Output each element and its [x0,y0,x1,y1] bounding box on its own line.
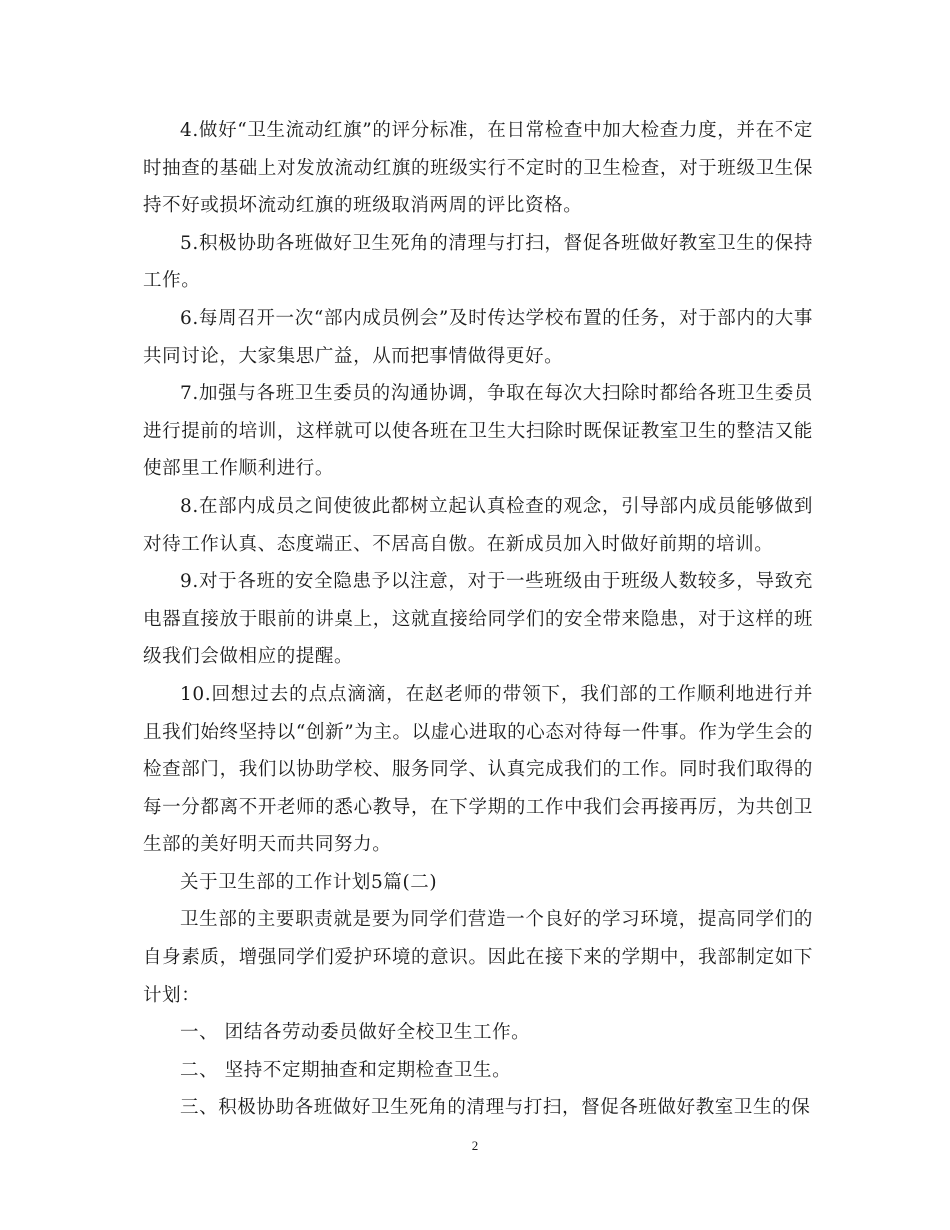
body-text [143,112,813,1127]
paragraph-item-4: 4.做好“卫生流动红旗”的评分标准，在日常检查中加大检查力度，并在不定时抽查的基础上对发放流动红旗的班级实行不定时的卫生检查，对于班级卫生保持不好或损坏流动红旗的班级取消两周的评比资格。 [143,120,813,217]
page-number: 2 [471,1138,479,1153]
intro-paragraph: 卫生部的主要职责就是要为同学们营造一个良好的学习环境，提高同学们的自身素质，增强同学们爱护环境的意识。因此在接下来的学期中，我部制定如下计划： [143,909,813,1006]
plan-item-3: 三、积极协助各班做好卫生死角的清理与打扫，督促各班做好教室卫生的保 [180,1097,811,1119]
paragraph-item-8: 8.在部内成员之间使彼此都树立起认真检查的观念，引导部内成员能够做到对待工作认真、态度端正、不居高自傲。在新成员加入时做好前期的培训。 [143,495,813,555]
paragraph-item-6: 6.每周召开一次“部内成员例会”及时传达学校布置的任务，对于部内的大事共同讨论，大家集思广益，从而把事情做得更好。 [143,307,813,367]
plan-item-1: 一、 团结各劳动委员做好全校卫生工作。 [180,1022,531,1044]
paragraph-item-5: 5.积极协助各班做好卫生死角的清理与打扫，督促各班做好教室卫生的保持工作。 [143,232,813,292]
paragraph-item-9: 9.对于各班的安全隐患予以注意，对于一些班级由于班级人数较多，导致充电器直接放于眼前的讲桌上，这就直接给同学们的安全带来隐患，对于这样的班级我们会做相应的提醒。 [143,571,813,668]
plan-item-2: 二、 坚持不定期抽查和定期检查卫生。 [180,1059,512,1081]
section-heading: 关于卫生部的工作计划5篇(二) [180,871,438,893]
paragraph-item-7: 7.加强与各班卫生委员的沟通协调，争取在每次大扫除时都给各班卫生委员进行提前的培训，这样就可以使各班在卫生大扫除时既保证教室卫生的整洁又能使部里工作顺利进行。 [143,383,813,480]
paragraph-item-10: 10.回想过去的点点滴滴，在赵老师的带领下，我们部的工作顺利地进行并且我们始终坚持以“创新”为主。以虚心进取的心态对待每一件事。作为学生会的检查部门，我们以协助学校、服务同学、认真完成我们的工作。同时我们取得的每一分都离不开老师的悉心教导，在下学期的工作中我们会再接再厉，为共创卫生部的美好明天而共同努力。 [143,683,813,856]
